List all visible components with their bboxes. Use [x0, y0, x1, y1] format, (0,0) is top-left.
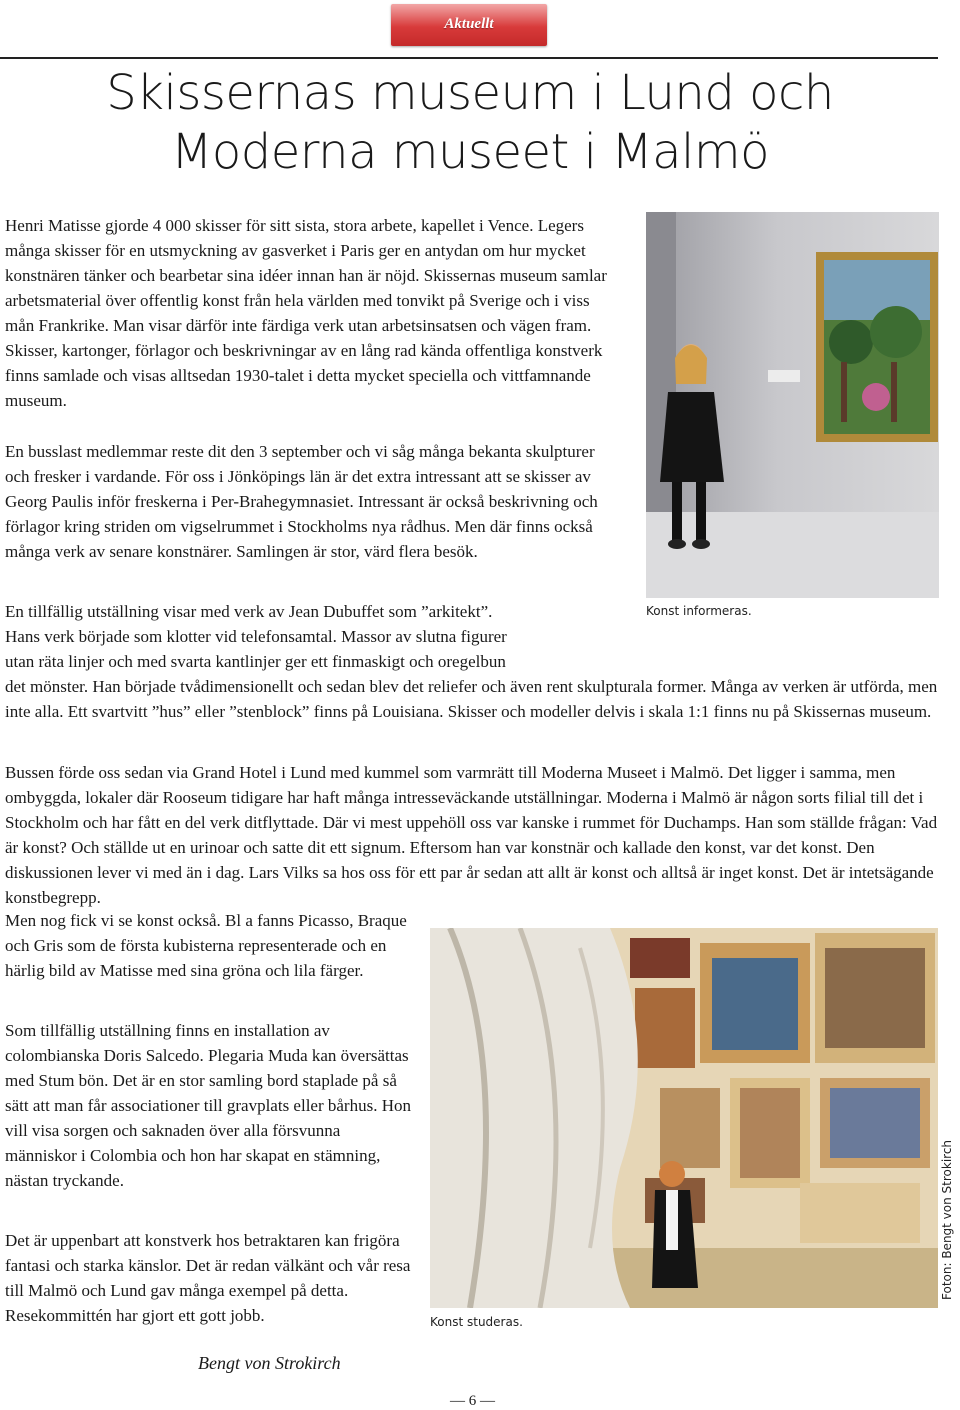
title-line-1: Skissernas museum i Lund och: [106, 65, 834, 121]
photo-guide: [646, 212, 939, 598]
paragraph-7: Det är uppenbart att konstverk hos betraktaren kan frigöra fantasi och starka känslor. Det är redan välkänt och vår resa till Malmö och Lund gav många exempel på detta. Resekommittén har gjort ett gott jobb.: [5, 1231, 411, 1325]
paragraph-3-line-2: Hans verk började som klotter vid telefonsamtal. Massor av slutna figurer: [5, 627, 507, 646]
paragraph-3-line-1: En tillfällig utställning visar med verk av Jean Dubuffet som ”arkitekt”.: [5, 602, 493, 621]
paragraph-6: Som tillfällig utställning finns en installation av colombianska Doris Salcedo. Plegaria Muda kan översättas med Stum bön. Det är en stor samling bord staplade på så sätt att man får associationer till gravplats eller bårhus. Hon vill visa sorgen och saknaden över alla försvunna människor i Colombia och hon har skapat en stämning, nästan tryckande.: [5, 1021, 411, 1190]
photo-guide-caption: Konst informeras.: [646, 604, 752, 618]
page-number: — 6 —: [450, 1393, 495, 1409]
header-rule: [0, 57, 938, 59]
title-line-2: Moderna museet i Malmö: [171, 124, 769, 180]
section-tab: [391, 4, 547, 46]
photo-credit: Foton: Bengt von Strokirch: [940, 1139, 954, 1300]
paragraph-3-line-3: utan räta linjer och med svarta kantlinjer ger ett finmaskigt och oregelbun: [5, 652, 506, 671]
article-title: [0, 64, 940, 182]
photo-visitor-caption: Konst studeras.: [430, 1315, 523, 1329]
paragraph-4: Bussen förde oss sedan via Grand Hotel i Lund med kummel som varmrätt till Moderna Museet i Malmö. Det ligger i samma, men ombyggda, lokaler där Rooseum tidigare har haft många intresseväckande utställningar. Moderna i Malmö är någon sorts filial till det i Stockholm och har fått en del verk ditflyttade. Där vi mest uppehöll oss var kanske i rummet för Duchamps. Han som ställde frågan: Vad är konst? Och ställde ut en urinoar och satte dit ett signum. Eftersom han var konstnär och kallade den konst, var det konst. Den diskussionen lever vi med än i dag. Lars Vilks sa hos oss för ett par år sedan att allt är konst och alltså är inget konst. Det är intetsägande konstbegrepp.: [5, 763, 938, 907]
paragraph-3-continued: det mönster. Han började tvådimensionellt och sedan blev det reliefer och även rent skulpturala former. Många av verken är utförda, men inte alla. Ett svartvitt ”hus” eller ”stenblock” finns på Louisiana. Skisser och modeller delvis i skala 1:1 finns nu på Skissernas museum.: [5, 677, 938, 721]
paragraph-2: En busslast medlemmar reste dit den 3 september och vi såg många bekanta skulpturer och fresker i vardande. För oss i Jönköpings län är det extra intressant att se skisser av Georg Paulis inför freskerna i Per-Brahegymnasiet. Intressant är också beskrivning och förlagor kring striden om vigselrummet i Stockholms nya rådhus. Men där finns också många verk av senare konstnärer. Samlingen är stor, värd flera besök.: [5, 442, 598, 561]
author-signature: Bengt von Strokirch: [198, 1353, 341, 1373]
section-tab-label: Aktuellt: [444, 16, 494, 32]
photo-visitor: [430, 928, 938, 1308]
paragraph-1: Henri Matisse gjorde 4 000 skisser för sitt sista, stora arbete, kapellet i Vence. Legers många skisser för en utsmyckning av gasverket i Paris ger en antydan om hur mycket konstnären tänker och bearbetar sina idéer innan han är nöjd. Skissernas museum samlar arbetsmaterial över offentlig konst från hela världen med tonvikt på Sverige och i viss mån Frankrike. Man visar därför inte färdiga verk utan arbetsinsatsen och vägen fram. Skisser, kartonger, förlagor och beskrivningar av en lång rad kända offentliga konstverk finns samlade och visas alltsedan 1930-talet i detta mycket speciella och vittfamnande museum.: [5, 216, 607, 410]
paragraph-5: Men nog fick vi se konst också. Bl a fanns Picasso, Braque och Gris som de första kubisterna representerade och en härlig bild av Matisse med sina gröna och lila färger.: [5, 911, 407, 980]
